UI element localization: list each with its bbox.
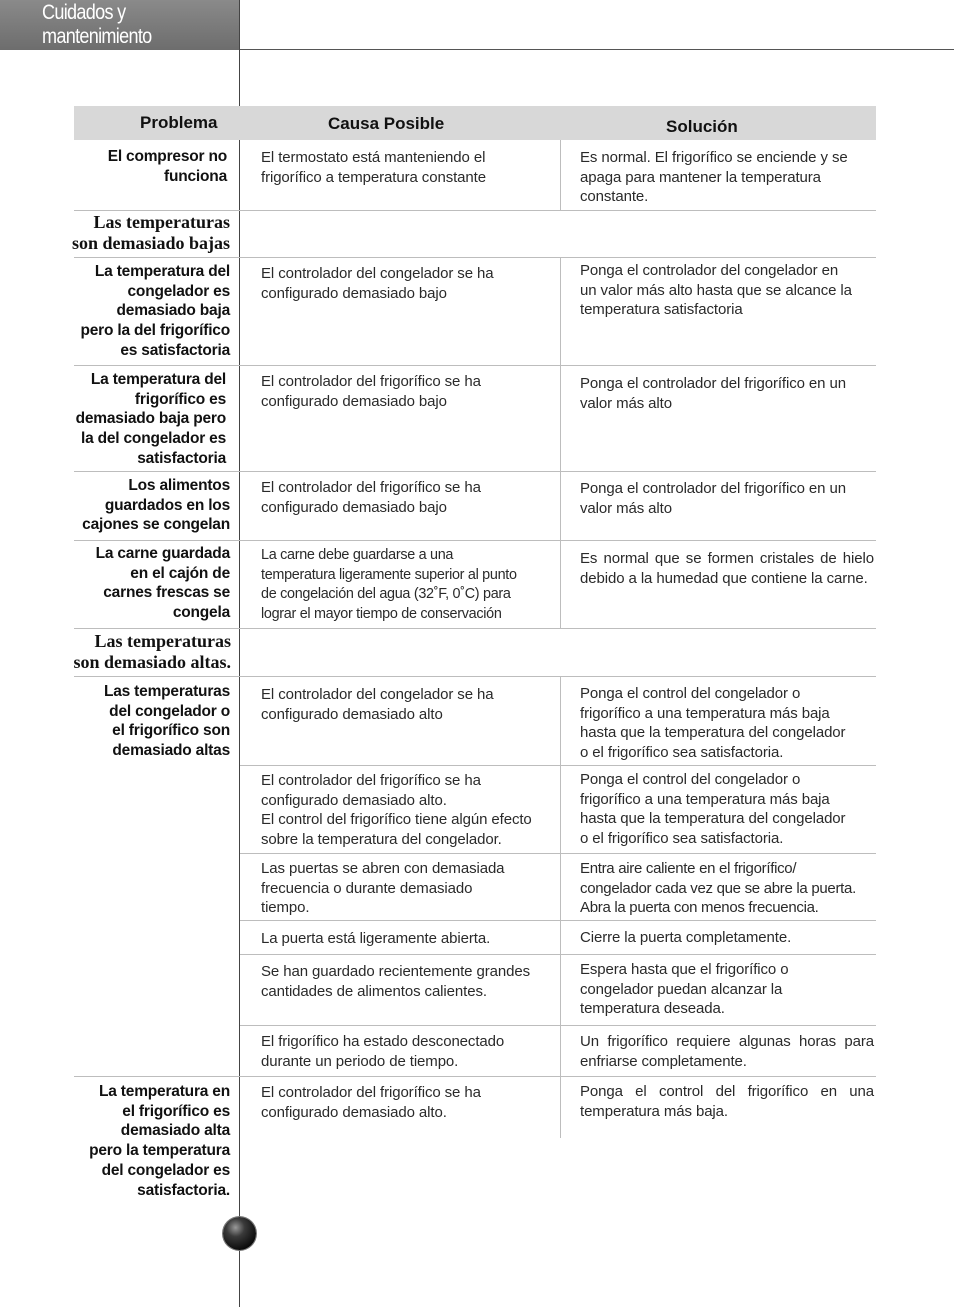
row-divider: [240, 1025, 876, 1026]
column-divider: [560, 140, 561, 210]
cause-cell: El controlador del frigorífico se ha configurado demasiado alto. El control del frigorífico tiene algún efecto sobre la temperatura del congelador.: [261, 772, 532, 848]
cause-cell: La puerta está ligeramente abierta.: [261, 930, 491, 947]
row-divider: [74, 628, 876, 629]
row-divider: [74, 1076, 876, 1077]
problem-cell: La temperatura en el frigorífico es demasiado alta pero la temperatura del congelador es satisfactoria.: [89, 1083, 230, 1199]
cause-cell: Las puertas se abren con demasiada frecuencia o durante demasiado tiempo.: [261, 860, 505, 917]
header-cause: Causa Posible: [328, 114, 445, 133]
section-heading-too-warm: Las temperaturas son demasiado altas.: [73, 631, 231, 672]
row-divider: [74, 676, 876, 677]
row-divider: [74, 365, 876, 366]
table-header: [74, 106, 876, 140]
header-rule: [239, 49, 954, 50]
page-marker-ball-icon: [223, 1217, 256, 1250]
row-divider: [74, 540, 876, 541]
section-heading-too-cold: Las temperaturas son demasiado bajas: [71, 212, 230, 253]
solution-cell: Es normal que se formen cristales de hielo debido a la humedad que contiene la carne.: [580, 550, 874, 587]
solution-cell: Ponga el control del congelador o frigorífico a una temperatura más baja hasta que la temperatura del congelador o el frigorífico sea satisfactoria.: [580, 685, 846, 761]
row-divider: [240, 853, 876, 854]
problem-cell: Las temperaturas del congelador o el frigorífico son demasiado altas: [103, 683, 230, 760]
section-title: Cuidados y mantenimiento: [42, 1, 152, 48]
problem-cell: La temperatura del frigorífico es demasiado baja pero la del congelador es satisfactoria: [75, 371, 226, 467]
header-solution: Solución: [666, 117, 738, 136]
row-divider: [240, 920, 876, 921]
cause-cell: El termostato está manteniendo el frigorífico a temperatura constante: [261, 149, 486, 186]
solution-cell: Ponga el control del frigorífico en una temperatura más baja.: [580, 1083, 874, 1120]
solution-cell: Ponga el control del congelador o frigorífico a una temperatura más baja hasta que la temperatura del congelador o el frigorífico sea satisfactoria.: [580, 771, 846, 847]
cause-cell: El controlador del frigorífico se ha configurado demasiado alto.: [261, 1084, 481, 1121]
solution-cell: Cierre la puerta completamente.: [580, 929, 792, 946]
header-problem: Problema: [140, 113, 218, 132]
cause-cell: Se han guardado recientemente grandes cantidades de alimentos calientes.: [261, 963, 530, 1000]
row-divider: [74, 471, 876, 472]
problem-cell: La carne guardada en el cajón de carnes frescas se congela: [95, 545, 230, 622]
column-divider: [560, 676, 561, 1138]
solution-cell: Entra aire caliente en el frigorífico/ congelador cada vez que se abre la puerta. Abra la puerta con menos frecuencia.: [580, 860, 856, 917]
cause-cell: El controlador del frigorífico se ha configurado demasiado bajo: [261, 479, 481, 516]
problem-cell: Los alimentos guardados en los cajones se congelan: [82, 477, 230, 534]
row-divider: [74, 210, 876, 211]
problem-cell: El compresor no funciona: [107, 148, 227, 185]
cause-cell: El controlador del frigorífico se ha configurado demasiado bajo: [261, 373, 481, 410]
row-divider: [240, 954, 876, 955]
cause-cell: El frigorífico ha estado desconectado durante un periodo de tiempo.: [261, 1033, 505, 1070]
section-header-tab: [0, 0, 239, 50]
row-divider: [240, 765, 876, 766]
solution-cell: Ponga el controlador del congelador en un valor más alto hasta que se alcance la temperatura satisfactoria: [580, 262, 852, 319]
solution-cell: Es normal. El frigorífico se enciende y se apaga para mantener la temperatura constante.: [580, 149, 848, 206]
column-divider: [560, 257, 561, 628]
problem-cell: La temperatura del congelador es demasiado baja pero la del frigorífico es satisfactoria: [80, 263, 230, 359]
cause-cell: El controlador del congelador se ha configurado demasiado alto: [261, 686, 494, 723]
solution-cell: Ponga el controlador del frigorífico en un valor más alto: [580, 480, 846, 517]
solution-cell: Ponga el controlador del frigorífico en un valor más alto: [580, 375, 846, 412]
page-margin-rule: [239, 0, 240, 1307]
cause-cell: La carne debe guardarse a una temperatura ligeramente superior al punto de congelación del agua (32˚F, 0˚C) para lograr el mayor tiempo de conservación: [261, 547, 517, 622]
solution-cell: Un frigorífico requiere algunas horas para enfriarse completamente.: [580, 1033, 874, 1070]
cause-cell: El controlador del congelador se ha configurado demasiado bajo: [261, 265, 494, 302]
solution-cell: Espera hasta que el frigorífico o congelador puedan alcanzar la temperatura deseada.: [580, 961, 789, 1018]
row-divider: [74, 257, 876, 258]
